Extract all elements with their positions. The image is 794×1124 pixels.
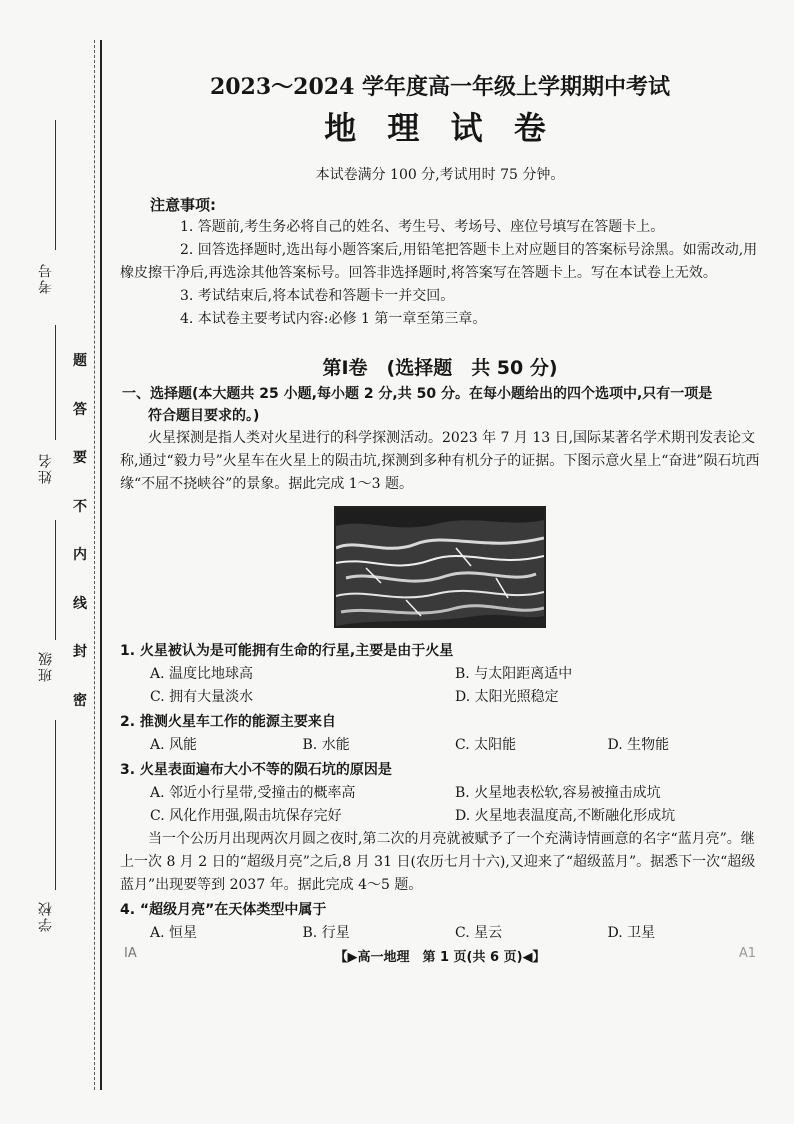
seal-char: 答 xyxy=(73,401,87,418)
seal-char: 要 xyxy=(73,450,87,467)
part-heading-line2: 符合题目要求的。) xyxy=(148,408,260,424)
option: C. 风化作用强,陨击坑保存完好 xyxy=(150,808,342,824)
option: D. 火星地表温度高,不断融化形成坑 xyxy=(455,808,676,824)
field-label-name: 姓名 xyxy=(38,452,54,484)
field-line-exam-number xyxy=(55,120,56,250)
part-heading-line1: 一、选择题(本大题共 25 小题,每小题 2 分,共 50 分。在每小题给出的四个选项中,只有一项是 xyxy=(122,386,713,402)
page-footer xyxy=(120,946,760,966)
score-info: 本试卷满分 100 分,考试用时 75 分钟。 xyxy=(315,167,565,183)
seal-char: 封 xyxy=(73,644,87,661)
binding-margin xyxy=(0,0,100,1124)
passage-blue-moon: 当一个公历月出现两次月圆之夜时,第二次的月亮就被赋予了一个充满诗情画意的名字“蓝月亮”。继上一次 8 月 2 日的“超级月亮”之后,8 月 31 日(农历七月十六),又迎来了“超级蓝月”。据悉下一次“超级蓝月”出现要等到 2037 年。据此完成 4～5 题。 xyxy=(120,831,756,893)
section-title: 第Ⅰ卷 (选择题 共 50 分) xyxy=(322,357,558,379)
option: A. 温度比地球高 xyxy=(150,666,254,682)
option: C. 拥有大量淡水 xyxy=(150,689,254,705)
option: A. 风能 xyxy=(150,737,198,753)
seal-dashed-line xyxy=(94,40,95,1090)
option: D. 生物能 xyxy=(607,737,670,753)
notice-item: 3. 考试结束后,将本试卷和答题卡一并交回。 xyxy=(180,288,455,304)
field-label-exam-number: 考号 xyxy=(38,262,54,294)
part-heading xyxy=(120,383,760,427)
field-label-school: 学校 xyxy=(38,900,54,932)
question-1-options xyxy=(120,663,760,709)
question-1-stem: 1. 火星被认为是可能拥有生命的行星,主要是由于火星 xyxy=(120,643,454,659)
option: C. 太阳能 xyxy=(455,737,517,753)
subject-title: 地 理 试 卷 xyxy=(324,109,556,147)
footer-right-mark: A1 xyxy=(738,946,756,961)
notice-item: 2. 回答选择题时,选出每小题答案后,用铅笔把答题卡上对应题目的答案标号涂黑。如需改动,用橡皮擦干净后,再选涂其他答案标号。回答非选择题时,将答案写在答题卡上。写在本试卷上无效。 xyxy=(120,242,758,281)
exam-content xyxy=(120,70,760,945)
notice-title: 注意事项: xyxy=(150,196,216,214)
mars-canyon-photo xyxy=(334,506,546,628)
notice-item: 4. 本试卷主要考试内容:必修 1 第一章至第三章。 xyxy=(180,311,487,327)
question-4-stem: 4. “超级月亮”在天体类型中属于 xyxy=(120,902,327,918)
seal-char: 线 xyxy=(73,595,87,612)
field-line-school xyxy=(55,720,56,890)
exam-title: 2023～2024 学年度高一年级上学期期中考试 xyxy=(209,74,671,100)
mars-terrain-image xyxy=(336,508,544,626)
option: B. 与太阳距离适中 xyxy=(455,666,573,682)
question-2-options xyxy=(120,734,760,757)
notice-item: 1. 答题前,考生务必将自己的姓名、考生号、考场号、座位号填写在答题卡上。 xyxy=(180,219,665,235)
option: B. 火星地表松软,容易被撞击成坑 xyxy=(455,785,661,801)
option: D. 卫星 xyxy=(607,925,656,941)
option: B. 水能 xyxy=(302,737,350,753)
question-2-stem: 2. 推测火星车工作的能源主要来自 xyxy=(120,714,336,730)
option: D. 太阳光照稳定 xyxy=(455,689,559,705)
option: A. 恒星 xyxy=(150,925,198,941)
footer-left-mark: IA xyxy=(124,946,137,961)
seal-char: 不 xyxy=(73,498,87,515)
field-line-class xyxy=(55,520,56,640)
footer-page-info: 【▶高一地理 第 1 页(共 6 页)◀】 xyxy=(334,950,546,965)
field-label-class: 班级 xyxy=(38,650,54,682)
option: C. 星云 xyxy=(455,925,503,941)
binding-solid-line xyxy=(100,40,102,1090)
option: B. 行星 xyxy=(302,925,350,941)
option: A. 邻近小行星带,受撞击的概率高 xyxy=(150,785,356,801)
field-line-name xyxy=(55,325,56,440)
seal-char: 题 xyxy=(73,353,87,369)
seal-char: 密 xyxy=(73,692,87,709)
question-3-options xyxy=(120,782,760,828)
seal-line-notice xyxy=(70,350,90,710)
passage-mars: 火星探测是指人类对火星进行的科学探测活动。2023 年 7 月 13 日,国际某著名学术期刊发表论文称,通过“毅力号”火星车在火星上的陨击坑,探测到多种有机分子的证据。下图示意火星上“奋进”陨石坑西缘“不屈不挠峡谷”的景象。据此完成 1～3 题。 xyxy=(120,430,760,492)
question-3-stem: 3. 火星表面遍布大小不等的陨石坑的原因是 xyxy=(120,762,392,778)
question-4-options xyxy=(120,922,760,945)
seal-char: 内 xyxy=(73,547,87,564)
